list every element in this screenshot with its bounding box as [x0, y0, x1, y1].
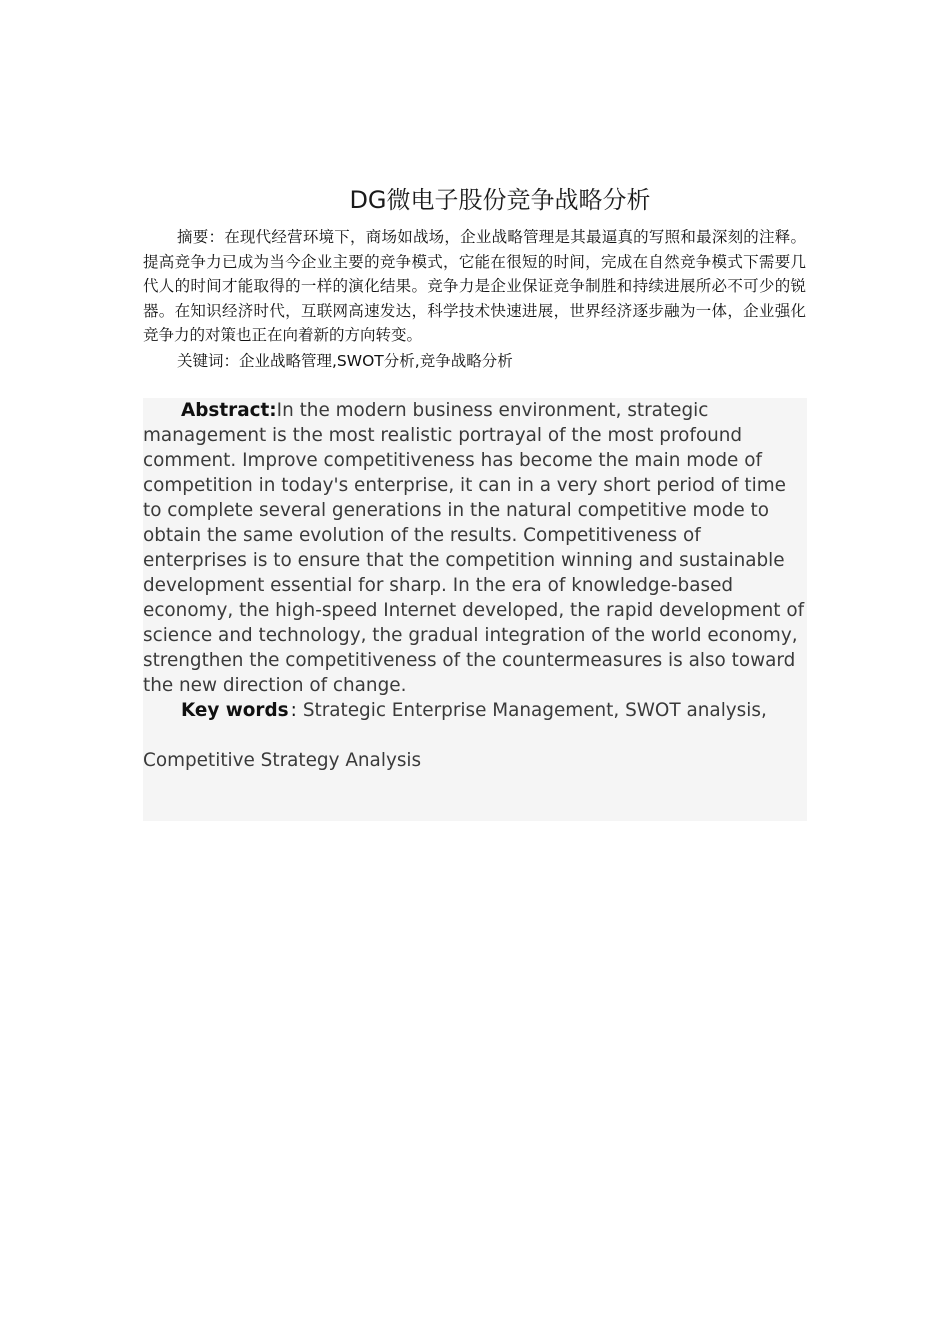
document-title: DG微电子股份竞争战略分析 [349, 186, 651, 214]
chinese-abstract: 摘要：在现代经营环境下，商场如战场，企业战略管理是其最逼真的写照和最深刻的注释。提高竞争力已成为当今企业主要的竞争模式，它能在很短的时间，完成在自然竞争模式下需要几代人的时间才能取得的一样的演化结果。竞争力是企业保证竞争制胜和持续进展所必不可少的锐器。在知识经济时代，互联网高速发达，科学技术快速进展，世界经济逐步融为一体，企业强化竞争力的对策也正在向着新的方向转变。 [143, 228, 806, 345]
english-keywords-label: Key words [181, 700, 289, 721]
english-keywords [143, 686, 807, 786]
english-abstract-text: In the modern business environment, strategic management is the most realistic portrayal of the most profound comment. Improve competitiveness has become the main mode of competition in today's enterprise, it can in a very short period of time to complete several generations in the natural competitive mode to obtain the same evolution of the results. Competitiveness of enterprises is to ensure that the competition winning and sustainable development essential for sharp. In the era of knowledge-based economy, the high-speed Internet developed, the rapid development of science and technology, the gradual integration of the world economy, strengthen the competitiveness of the countermeasures is also toward the new direction of change. [143, 400, 805, 696]
english-keywords-text: Strategic Enterprise Management, SWOT analysis, Competitive Strategy Analysis [143, 700, 767, 771]
chinese-keywords: 关键词：企业战略管理,SWOT分析,竞争战略分析 [177, 352, 513, 370]
english-abstract-section [143, 398, 807, 821]
english-abstract [143, 398, 807, 698]
english-abstract-label: Abstract: [181, 400, 277, 421]
english-keywords-separator: : [290, 700, 297, 721]
